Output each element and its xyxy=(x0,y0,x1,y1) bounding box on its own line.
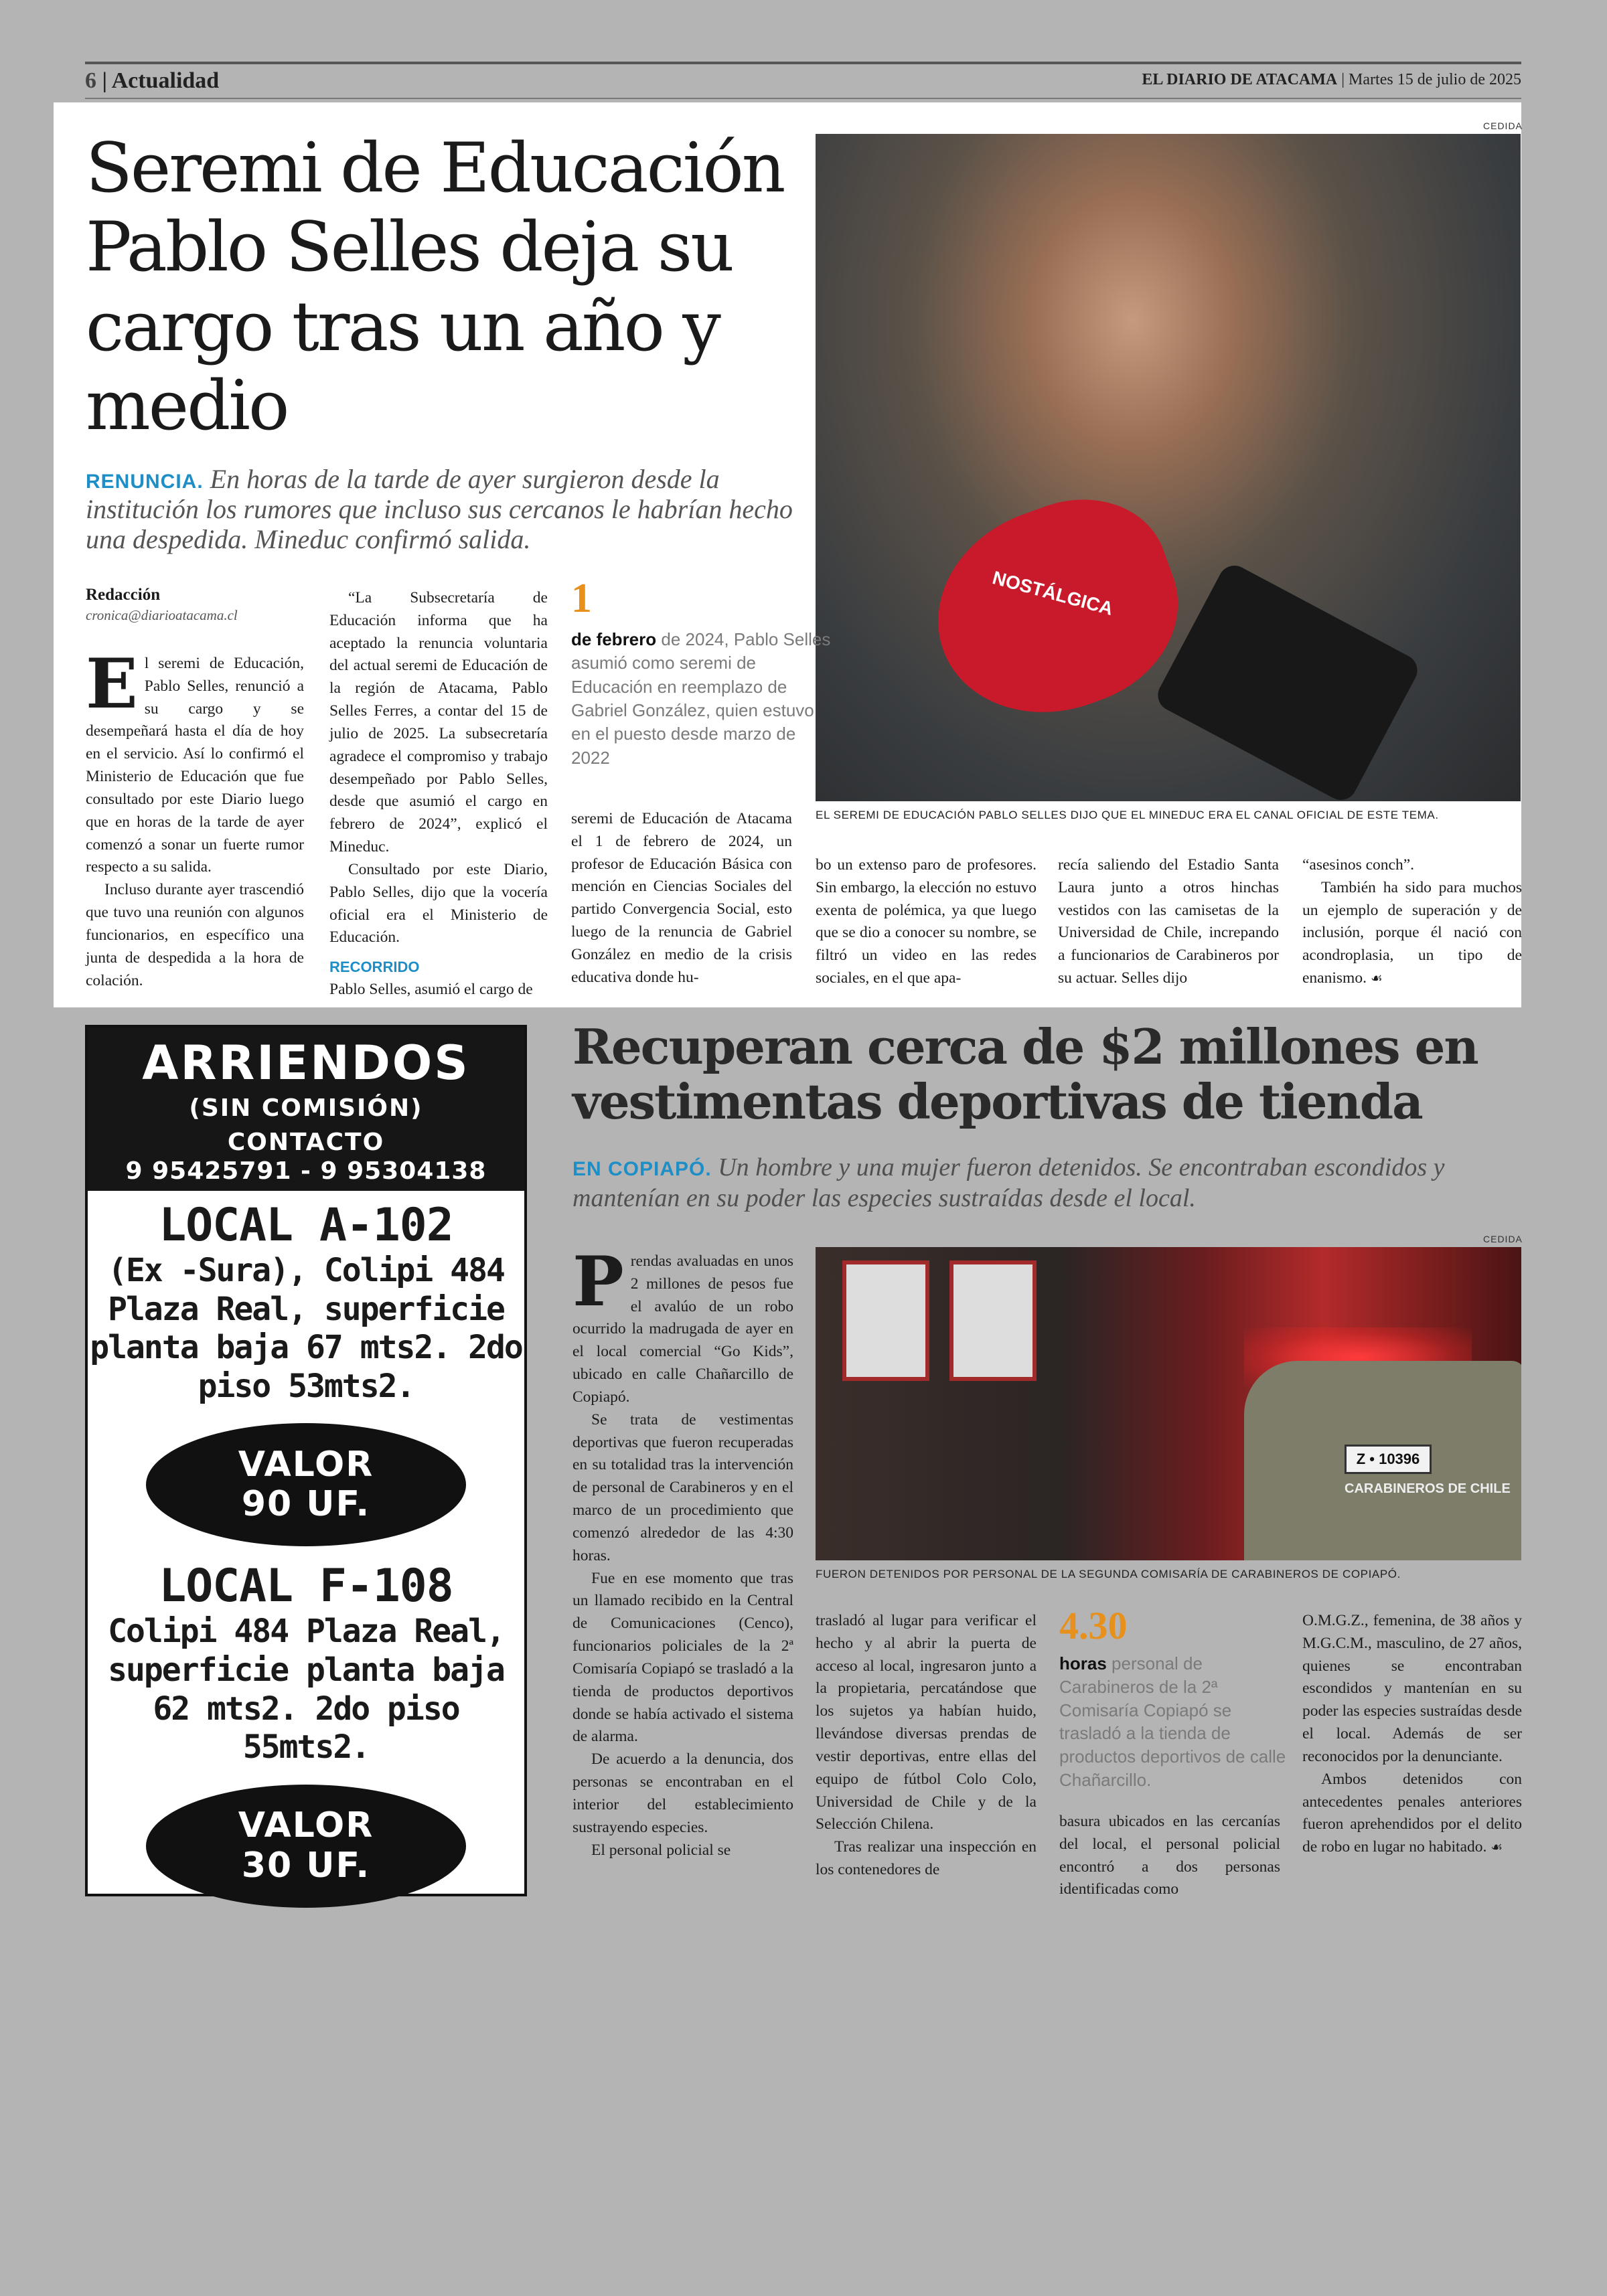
article2-column-1 xyxy=(572,1242,793,1862)
paragraph: “La Subsecretaría de Educación informa que ha aceptado la renuncia voluntaria del actual seremi de Educación de la región de Atacama, Pablo Selles Ferres, a contar del 15 de julio de 2025. La subsecretaría agradece el compromiso y trabajo desempeñado por Pablo Selles, desde que asumió el cargo en febrero de 2024”, explicó el Mineduc. xyxy=(329,589,548,856)
photo1-credit: CEDIDA xyxy=(1483,120,1523,131)
masthead-info: EL DIARIO DE ATACAMA | Martes 15 de julio de 2025 xyxy=(1142,71,1521,88)
paragraph: Consultado por este Diario, Pablo Selles, dijo que la vocería oficial era el Ministerio de Educación. xyxy=(329,860,548,947)
article2-column-4 xyxy=(1302,1610,1522,1859)
end-mark-icon: ☙ xyxy=(1370,970,1383,987)
fact-number: 1 xyxy=(571,576,592,621)
window-image xyxy=(949,1260,1037,1381)
mic-brand: NOSTÁLGICA xyxy=(990,567,1116,620)
local1-desc: (Ex -Sura), Colipi 484 Plaza Real, superficie planta baja 67 mts2. 2do piso 53mts2. xyxy=(90,1252,522,1405)
paragraph: De acuerdo a la denuncia, dos personas se encontraban en el interior del establecimiento sustrayendo especies. xyxy=(572,1750,793,1836)
article2-headline: Recuperan cerca de $2 millones en vestimentas deportivas de tienda xyxy=(572,1018,1478,1131)
article2-photo xyxy=(816,1247,1521,1560)
byline-email: cronica@diarioatacama.cl xyxy=(86,607,238,623)
article1-lead xyxy=(86,465,829,554)
local2-desc: Colipi 484 Plaza Real, superficie planta baja 62 mts2. 2do piso 55mts2. xyxy=(108,1613,504,1767)
fact-box xyxy=(571,628,832,770)
paragraph: seremi de Educación de Atacama el 1 de febrero de 2024, un profesor de Educación Básica con mención en Ciencias Sociales del partido Convergencia Social, esto luego de la renuncia de Gabriel González en medio de la crisis educativa donde hu- xyxy=(571,810,792,986)
section-name: Actualidad xyxy=(111,68,220,93)
fact-number: 4.30 xyxy=(1059,1604,1128,1647)
article1-headline: Seremi de Educación Pablo Selles deja su cargo tras un año y medio xyxy=(86,129,784,446)
article1-column-3 xyxy=(571,808,792,989)
ad-body xyxy=(88,1191,524,1908)
issue-date: Martes 15 de julio de 2025 xyxy=(1349,71,1521,88)
paragraph: l seremi de Educación, Pablo Selles, renunció a su cargo y se desempeñará hasta el día de hoy en el servicio. Así lo confirmó el Ministerio de Educación que fue consultado por este Diario luego que en horas de la tarde de ayer comenzó a sonar un fuerte rumor respecto a su salida. xyxy=(86,655,304,876)
photo2-credit: CEDIDA xyxy=(1483,1234,1523,1244)
byline-name: Redacción xyxy=(86,586,161,604)
ad-subtitle: (SIN COMISIÓN) xyxy=(189,1094,423,1122)
article2-kicker: EN COPIAPÓ. xyxy=(572,1158,712,1180)
fact-text: personal de Carabineros de la 2ª Comisaría Copiapó se trasladó a la tienda de productos deportivos de calle Chañarcillo. xyxy=(1059,1653,1286,1791)
article-seremi xyxy=(54,102,1521,1007)
subhead-recorrido: RECORRIDO xyxy=(329,959,420,976)
article2-lead xyxy=(572,1153,1523,1214)
rental-ad xyxy=(85,1025,527,1896)
paragraph: El personal policial se xyxy=(591,1841,731,1859)
article2-lead-text: Un hombre y una mujer fueron detenidos. Se encontraban escondidos y mantenían en su poder las especies sustraídas desde el local. xyxy=(572,1153,1445,1212)
article1-column-2 xyxy=(329,587,548,1001)
local2-price-badge xyxy=(146,1785,466,1908)
paragraph-text: Ambos detenidos con antecedentes penales anteriores fueron aprehendidos por el delito de robo en lugar no habitado. xyxy=(1302,1770,1522,1856)
paragraph: trasladó al lugar para verificar el hecho y al abrir la puerta de acceso al local, ingresaron junto a la propietaria, percatándose que los sujetos ya habían huido, llevándose diversas prendas de vestir deportivas, entre ellas del equipo de fútbol Colo Colo, Universidad de Chile y de la Selección Chilena. xyxy=(816,1612,1037,1833)
page-number: 6 xyxy=(85,68,96,93)
page-header xyxy=(85,62,1521,99)
paragraph: bo un extenso paro de profesores. Sin embargo, la elección no estuvo exenta de polémica, ya que luego que se dio a conocer su nombre, se filtró un video en las redes sociales, en el que apa- xyxy=(816,856,1037,987)
end-mark-icon: ☙ xyxy=(1490,1839,1503,1856)
paragraph: basura ubicados en las cercanías del local, el personal policial encontró a dos personas identificadas como xyxy=(1059,1813,1280,1898)
article1-caption: EL SEREMI DE EDUCACIÓN PABLO SELLES DIJO QUE EL MINEDUC ERA EL CANAL OFICIAL DE ESTE TEMA. xyxy=(816,809,1439,821)
article2-caption: FUERON DETENIDOS POR PERSONAL DE LA SEGUNDA COMISARÍA DE CARABINEROS DE COPIAPÓ. xyxy=(816,1568,1401,1580)
paragraph: rendas avaluadas en unos 2 millones de pesos fue el avalúo de un robo ocurrido la madrugada de ayer en el local comercial “Go Kids”, ubicado en calle Chañarcillo de Copiapó. xyxy=(572,1252,793,1406)
dropcap: P xyxy=(572,1242,624,1322)
paragraph: Se trata de vestimentas deportivas que fueron recuperadas en su totalidad tras la intervención de personal de Carabineros y en el marco de un procedimiento que comenzó alrededor de las 4:30 horas. xyxy=(572,1410,793,1564)
article1-photo xyxy=(816,134,1521,801)
dropcap: E xyxy=(86,644,138,724)
valor-amount: 90 UF. xyxy=(241,1484,371,1525)
local1-code: LOCAL A-102 xyxy=(159,1199,453,1252)
fact-box xyxy=(1059,1652,1294,1792)
article1-column-6 xyxy=(1302,854,1522,990)
paragraph: recía saliendo del Estadio Santa Laura junto a otros hinchas vestidos con las camisetas de la Universidad de Chile, increpando a funcionarios de Carabineros por su actuar. Selles dijo xyxy=(1058,856,1279,987)
paper-name: EL DIARIO DE ATACAMA xyxy=(1142,71,1338,88)
fact-text: de 2024, Pablo Selles asumió como seremi de Educación en reemplazo de Gabriel González, quien estuvo en el puesto desde marzo de 2022 xyxy=(571,629,831,768)
paragraph: Fue en ese momento que tras un llamado recibido en la Central de Comunicaciones (Cenco), funcionarios policiales de la 2ª Comisaría Copiapó se trasladó a la tienda de productos deportivos donde se había activado el sistema de alarma. xyxy=(572,1569,793,1746)
article1-column-1 xyxy=(86,644,304,992)
local1-price-badge xyxy=(146,1423,466,1546)
valor-label: VALOR xyxy=(238,1805,374,1846)
paragraph: Tras realizar una inspección en los contenedores de xyxy=(816,1838,1037,1879)
article1-column-4 xyxy=(816,854,1037,990)
paragraph: O.M.G.Z., femenina, de 38 años y M.G.C.M., masculino, de 27 años, quienes se encontraban escondidos y mantenían en su poder las especies sustraídas desde el local. Además de ser reconocidos por la denunciante. xyxy=(1302,1612,1522,1765)
ad-title: ARRIENDOS xyxy=(142,1036,470,1090)
car-door-text: CARABINEROS DE CHILE xyxy=(1345,1481,1511,1496)
fact-bold: horas xyxy=(1059,1653,1107,1673)
paragraph: “asesinos conch”. xyxy=(1302,856,1415,874)
ad-phones: 9 95425791 - 9 95304138 xyxy=(125,1157,487,1185)
paragraph: Incluso durante ayer trascendió que tuvo una reunión con algunos funcionarios, en específico una junta de despedida a la hora de colación. xyxy=(86,881,304,989)
article1-column-5 xyxy=(1058,854,1279,990)
paragraph xyxy=(1302,877,1522,990)
valor-label: VALOR xyxy=(238,1444,374,1485)
valor-amount: 30 UF. xyxy=(241,1845,371,1886)
article1-lead-text: En horas de la tarde de ayer surgieron desde la institución los rumores que incluso sus cercanos le habrían hecho una despedida. Mineduc confirmó salida. xyxy=(86,464,793,554)
ad-header xyxy=(88,1028,524,1191)
paragraph xyxy=(1302,1769,1522,1859)
article1-kicker: RENUNCIA. xyxy=(86,471,204,493)
section-label: 6 | Actualidad xyxy=(85,68,220,93)
window-image xyxy=(842,1260,929,1381)
paragraph: Pablo Selles, asumió el cargo de xyxy=(329,981,533,999)
byline xyxy=(86,586,238,624)
phone-image xyxy=(1152,560,1423,801)
paragraph-text: También ha sido para muchos un ejemplo de superación y de inclusión, porque él nació con acondroplasia, un tipo de enanismo. xyxy=(1302,878,1522,987)
local2-code: LOCAL F-108 xyxy=(159,1560,453,1613)
article2-column-2 xyxy=(816,1610,1037,1882)
license-plate: Z • 10396 xyxy=(1345,1445,1432,1474)
ad-contact-label: CONTACTO xyxy=(227,1129,385,1156)
fact-bold: de febrero xyxy=(571,629,657,649)
article2-column-3 xyxy=(1059,1811,1280,1901)
